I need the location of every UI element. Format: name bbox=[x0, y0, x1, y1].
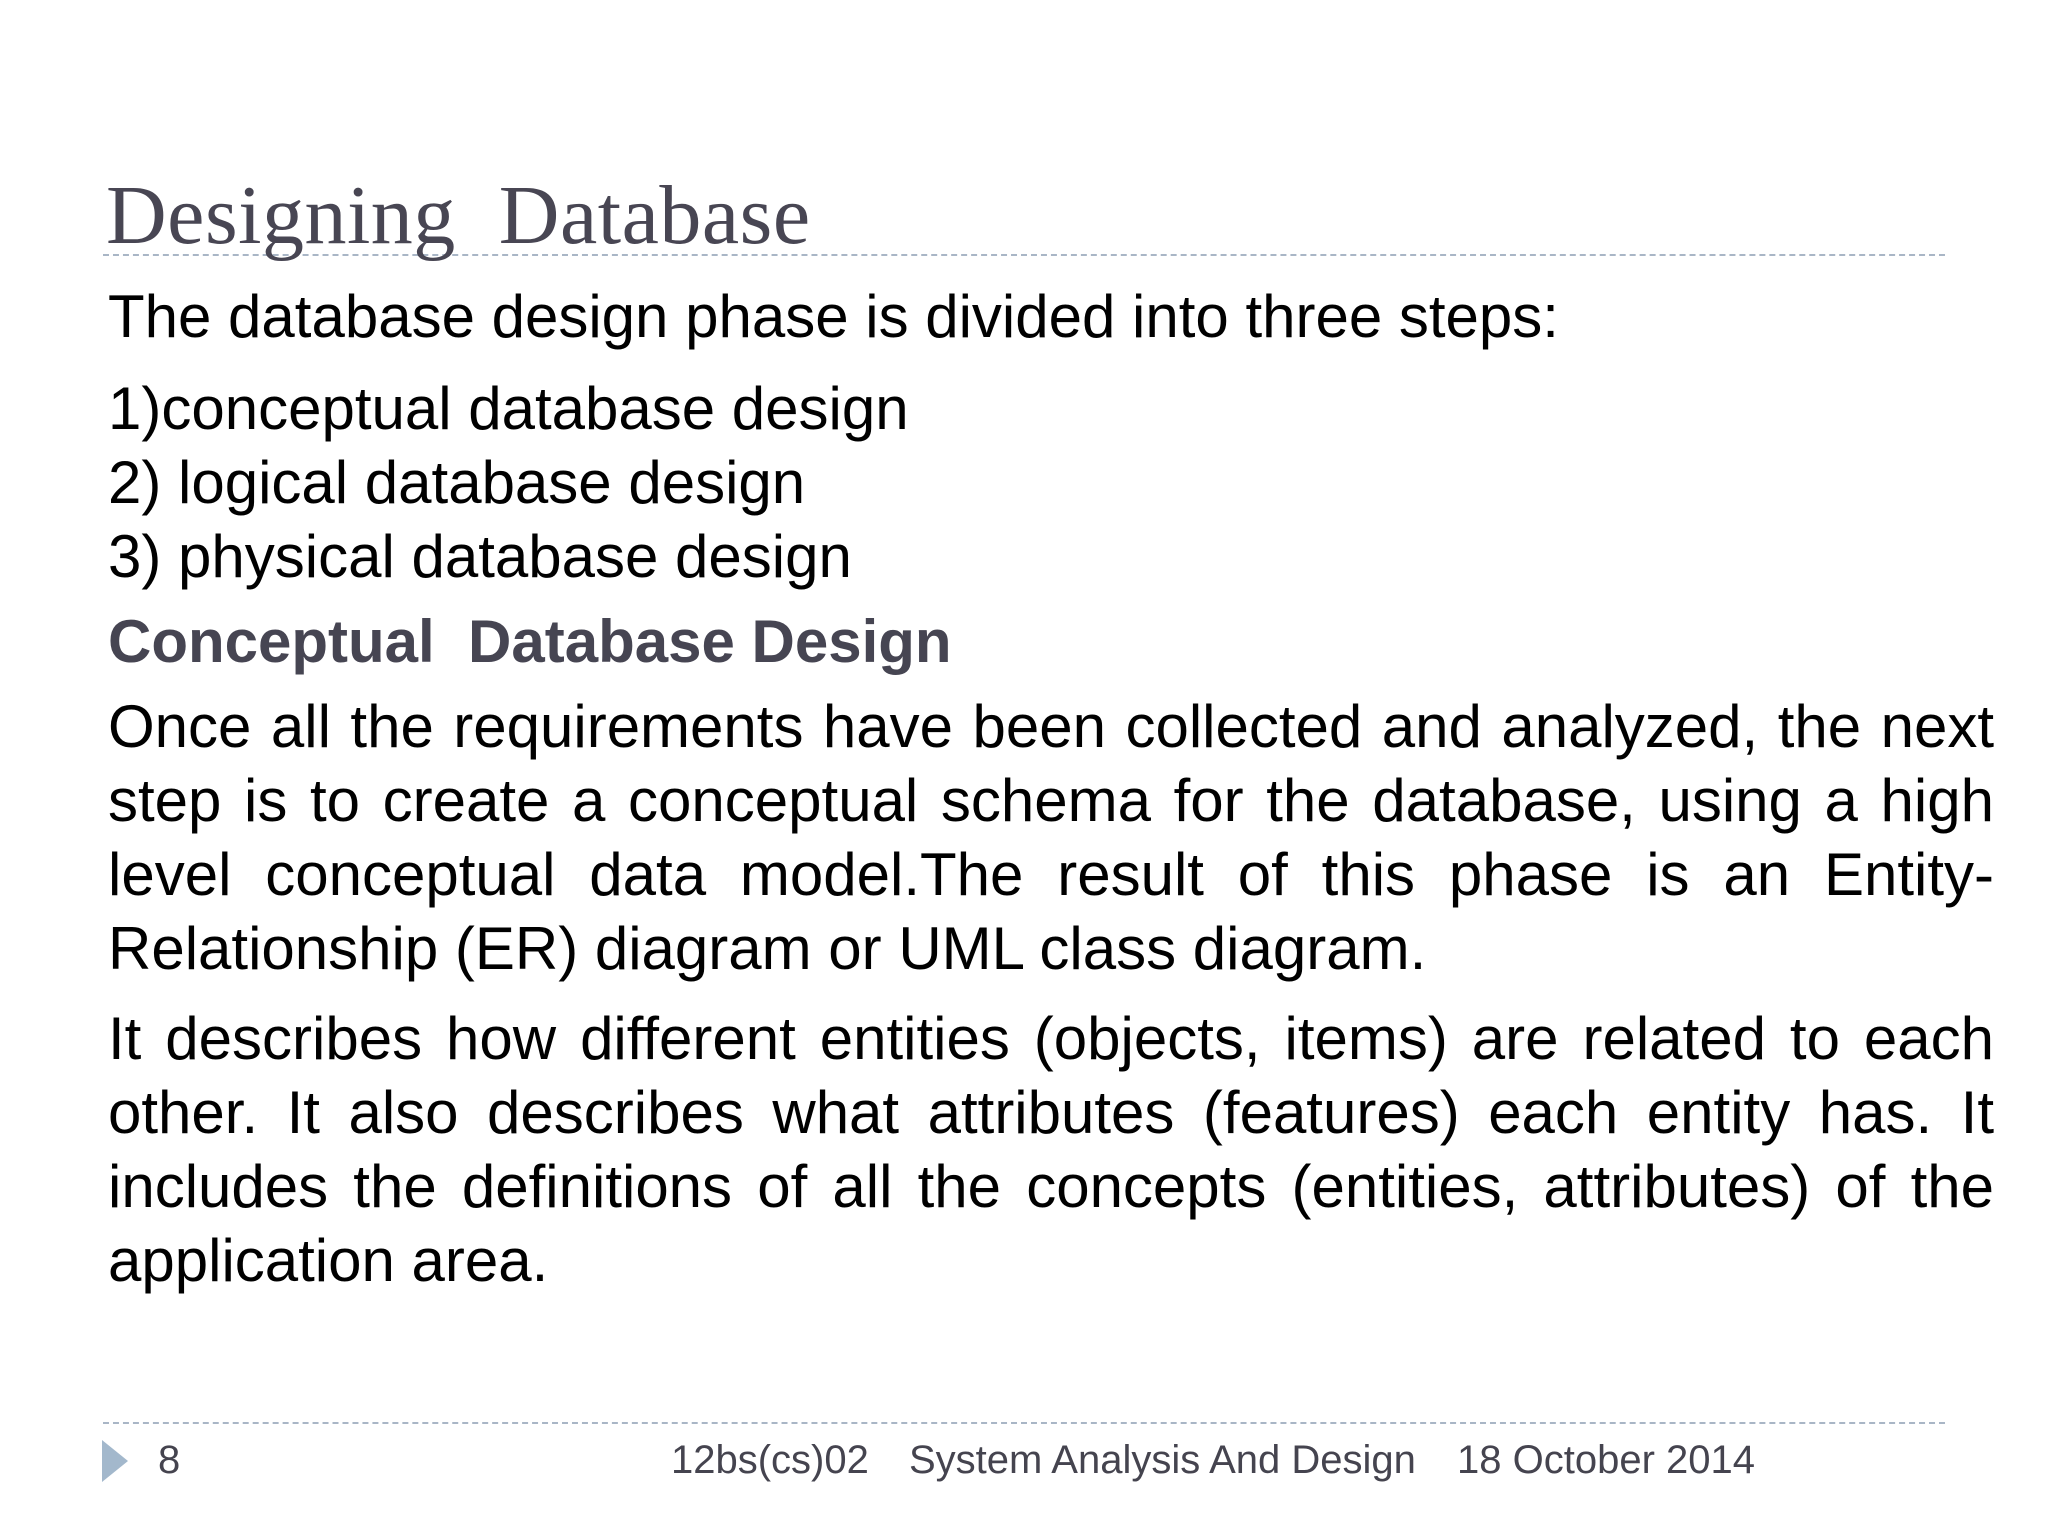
step-item: 2) logical database design bbox=[108, 449, 806, 516]
page-number: 8 bbox=[158, 1438, 181, 1482]
slide-title: Designing Database bbox=[106, 169, 811, 262]
footer bbox=[0, 1436, 2048, 1486]
footer-course-title: System Analysis And Design bbox=[909, 1438, 1416, 1482]
step-item: 1)conceptual database design bbox=[108, 375, 909, 442]
paragraph: It describes how different entities (objects, items) are related to each other. It also describes what attributes (features) each entity has. It includes the definitions of all the concepts (entities, attributes) of the application area. bbox=[108, 1005, 1994, 1294]
steps-list bbox=[108, 372, 1994, 594]
intro-text: The database design phase is divided into three steps: bbox=[108, 283, 1559, 350]
step-item: 3) physical database design bbox=[108, 523, 852, 590]
footer-date: 18 October 2014 bbox=[1457, 1438, 1755, 1482]
section-heading: Conceptual Database Design bbox=[108, 608, 952, 675]
triangle-right-icon bbox=[102, 1440, 128, 1482]
slide-body bbox=[108, 280, 1994, 1298]
paragraph: Once all the requirements have been collected and analyzed, the next step is to create a conceptual schema for the database, using a high level conceptual data model.The result of this phase is an Entity-Relationship (ER) diagram or UML class diagram. bbox=[108, 693, 1994, 982]
footer-divider bbox=[103, 1422, 1945, 1424]
footer-code: 12bs(cs)02 bbox=[671, 1438, 869, 1482]
